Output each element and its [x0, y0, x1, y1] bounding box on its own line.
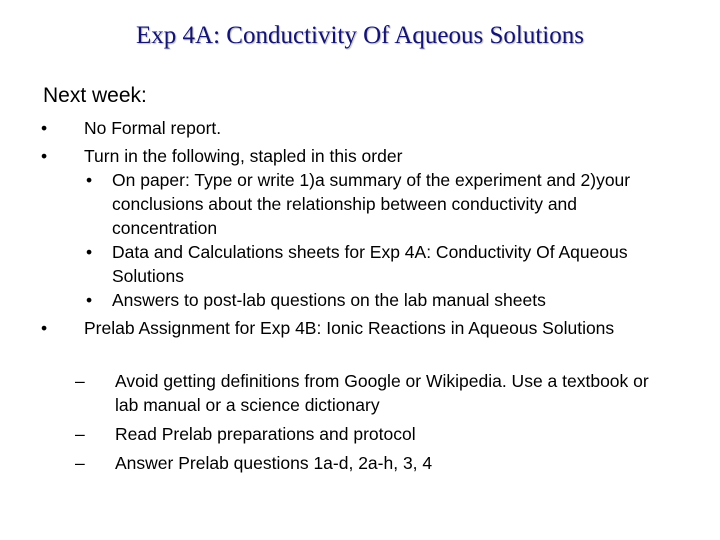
- dash-marker: –: [75, 424, 85, 444]
- bullet-item: Turn in the following, stapled in this order: [84, 146, 403, 166]
- bullet-item: Prelab Assignment for Exp 4B: Ionic Reactions in Aqueous Solutions: [84, 318, 615, 338]
- bullet-marker: •: [41, 146, 48, 166]
- slide-title: Exp 4A: Conductivity Of Aqueous Solutions: [136, 22, 584, 49]
- sub-bullet-item: Data and Calculations sheets for Exp 4A: Conductivity Of Aqueous Solutions: [112, 242, 628, 286]
- sub-bullet-item: On paper: Type or write 1)a summary of the experiment and 2)your conclusions about the relationship between conductivity and concentration: [112, 170, 631, 238]
- bullet-item: No Formal report.: [84, 118, 222, 138]
- sub-dash-item: Answer Prelab questions 1a-d, 2a-h, 3, 4: [115, 453, 433, 473]
- bullet-marker: •: [41, 118, 48, 138]
- sub-dash-item: Avoid getting definitions from Google or Wikipedia. Use a textbook or lab manual or a science dictionary: [115, 371, 649, 415]
- dash-marker: –: [75, 453, 85, 473]
- bullet-marker: •: [41, 318, 48, 338]
- subheading: Next week:: [43, 84, 147, 107]
- sub-bullet-marker: •: [86, 242, 93, 262]
- sub-bullet-marker: •: [86, 290, 93, 310]
- sub-bullet-item: Answers to post-lab questions on the lab manual sheets: [112, 290, 546, 310]
- sub-dash-item: Read Prelab preparations and protocol: [115, 424, 416, 444]
- dash-marker: –: [75, 371, 85, 391]
- sub-bullet-marker: •: [86, 170, 93, 190]
